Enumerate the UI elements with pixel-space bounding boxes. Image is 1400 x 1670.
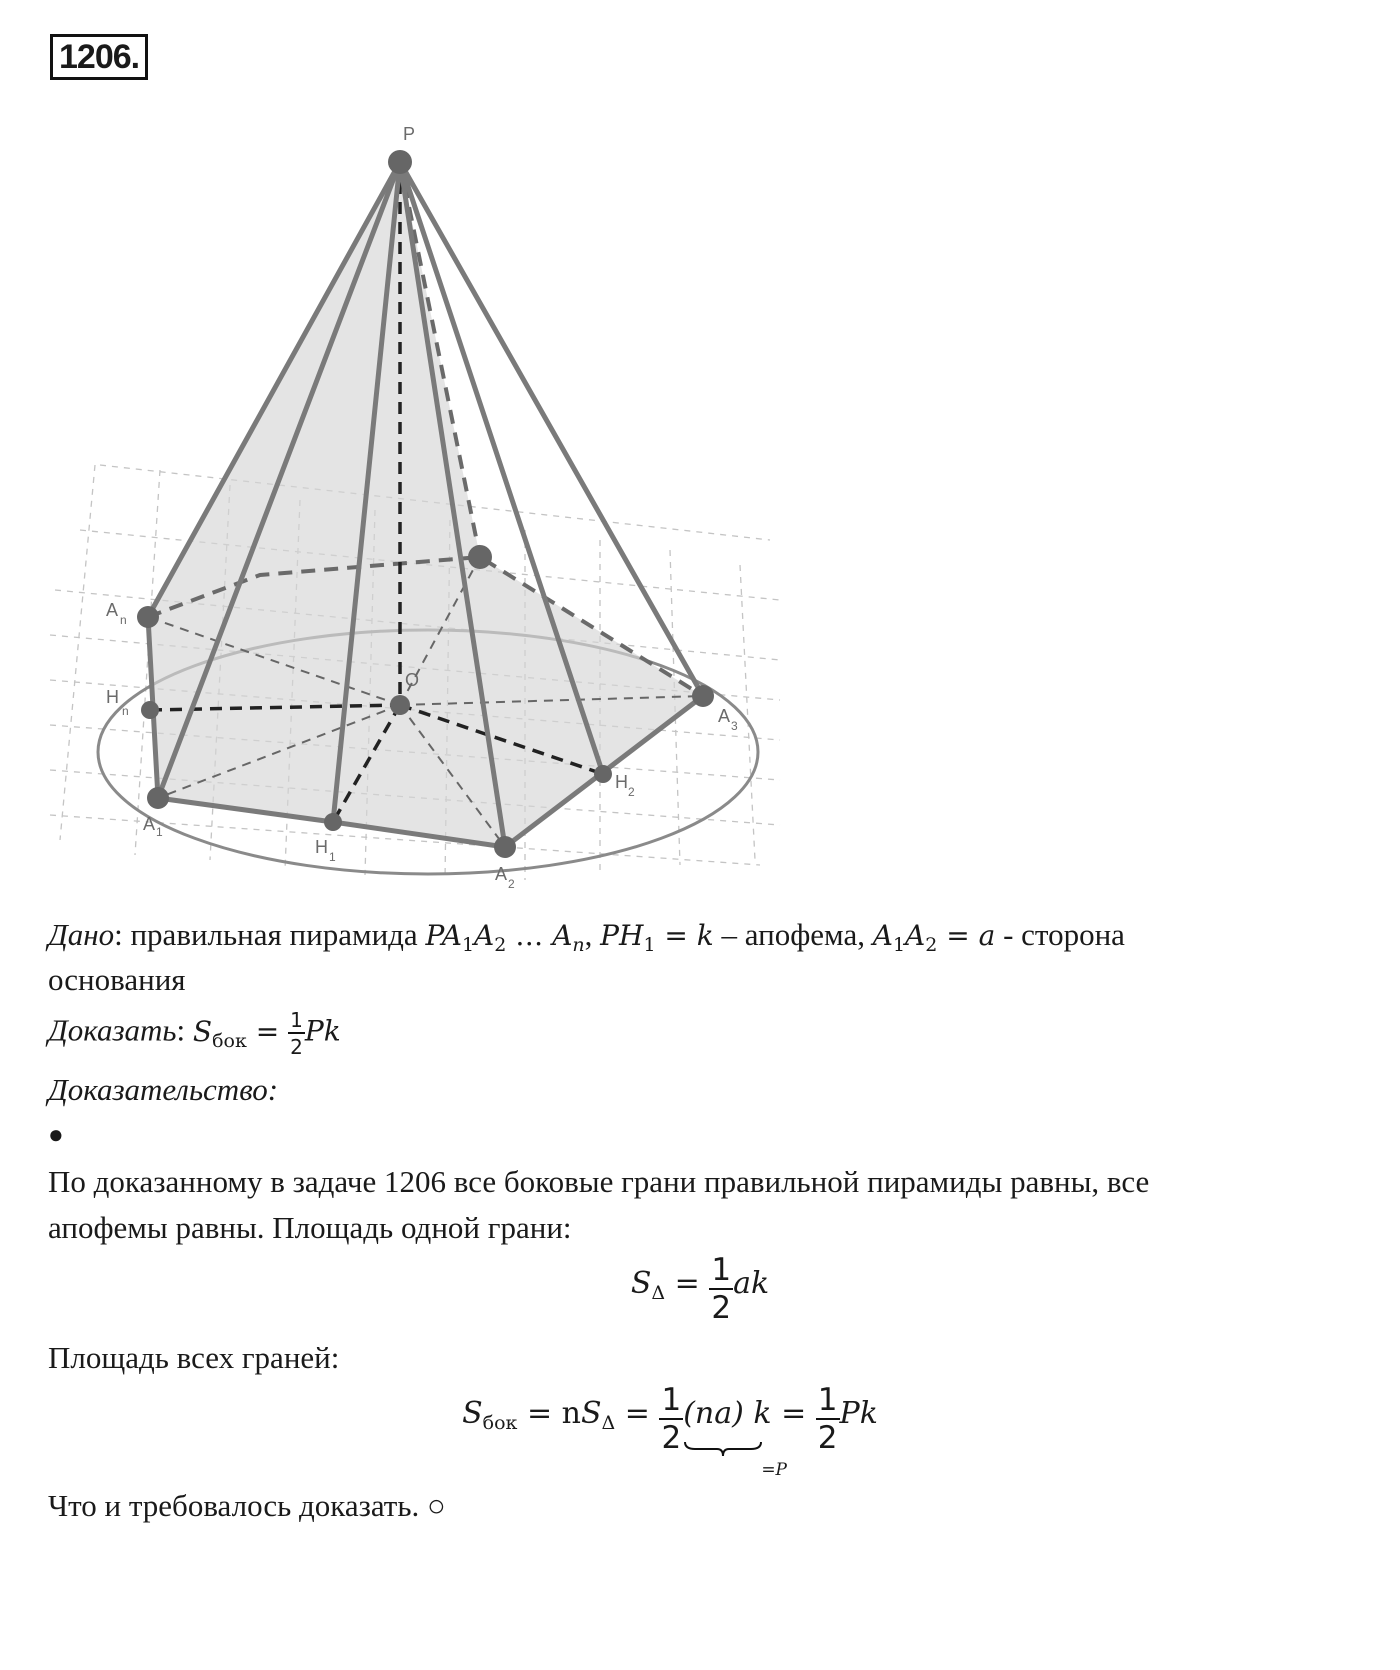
proof-paragraph-2: Площадь всех граней: [48, 1340, 340, 1375]
given-apothem: $PH_1 = k$ [600, 919, 714, 956]
side-text: - сторона [995, 917, 1125, 952]
given-text: : правильная пирамида [114, 917, 426, 952]
formula1-fraction: $\frac{1}{2}$ [711, 1252, 732, 1326]
given-pyramid: $PA_1A_2$ … $A_n$ [425, 919, 585, 956]
label-An: A [106, 600, 119, 620]
apothem-text: – апофема, [713, 917, 873, 952]
label-H2-sub: 2 [628, 785, 635, 799]
given-line: Дано: правильная пирамида $PA_1A_2$ … $A_n$, $PH_1 = k$ – апофема, $A_1A_2 = a$ - сторона [48, 917, 1125, 956]
label-Hn-sub: n [122, 704, 129, 718]
formula2-fraction-2: $\frac{1}{2}$ [817, 1382, 838, 1456]
label-A2-sub: 2 [508, 877, 515, 891]
task-number: 1206. [50, 34, 148, 80]
label-A1: A [143, 814, 156, 834]
underbrace-icon [683, 1440, 763, 1458]
point-A1 [147, 787, 169, 809]
proof-paragraph-1: По доказанному в задаче 1206 все боковые грани правильной пирамиды равны, все [48, 1164, 1150, 1199]
prove-formula: $S_{бок}$ = [192, 1014, 289, 1052]
label-H1: H [315, 837, 328, 857]
point-P [388, 150, 412, 174]
label-An-sub: n [120, 613, 127, 627]
point-O [390, 695, 410, 715]
given-label: Дано [48, 917, 115, 952]
conclusion: Что и требовалось доказать. ○ [48, 1488, 446, 1523]
prove-rest: Pk [304, 1014, 341, 1048]
given-side: $A_1A_2 = a$ [872, 919, 996, 956]
pyramid-figure [0, 120, 800, 900]
given-line-2: основания [48, 962, 186, 997]
prove-fraction: $\frac{1}{2}$ [290, 1008, 303, 1059]
underbrace-group: (na) =P [683, 1396, 787, 1481]
point-A2 [494, 836, 516, 858]
point-H2 [594, 765, 612, 783]
label-O: O [405, 670, 420, 690]
proof-paragraph-1b: апофемы равны. Площадь одной грани: [48, 1210, 572, 1245]
point-H1 [324, 813, 342, 831]
formula2-fraction-1: $\frac{1}{2}$ [661, 1382, 682, 1456]
label-H1-sub: 1 [329, 850, 336, 864]
pyramid-face [148, 162, 703, 847]
label-A3: A [718, 706, 731, 726]
label-Hn: H [106, 687, 119, 707]
formula-one-face: $S_\Delta$ = $\frac{1}{2}$ ak [630, 1252, 770, 1326]
formula-all-faces: $S_{бок} = nS_\Delta$ = $\frac{1}{2}$ (na) =P k = $\frac{1}{2}$ Pk [462, 1382, 878, 1481]
prove-line: Доказать: $S_{бок}$ = $\frac{1}{2}$ Pk [48, 1008, 341, 1059]
point-Hn [141, 701, 159, 719]
prove-label: Доказать [48, 1012, 177, 1048]
label-A3-sub: 3 [731, 719, 738, 733]
point-An [137, 606, 159, 628]
label-A1-sub: 1 [156, 825, 163, 839]
label-A2: A [495, 864, 508, 884]
point-A3 [692, 685, 714, 707]
proof-label: Доказательство: [48, 1072, 279, 1107]
label-H2: H [615, 772, 628, 792]
label-P: P [403, 124, 416, 144]
bullet: ● [48, 1120, 64, 1149]
point-hidden [468, 545, 492, 569]
